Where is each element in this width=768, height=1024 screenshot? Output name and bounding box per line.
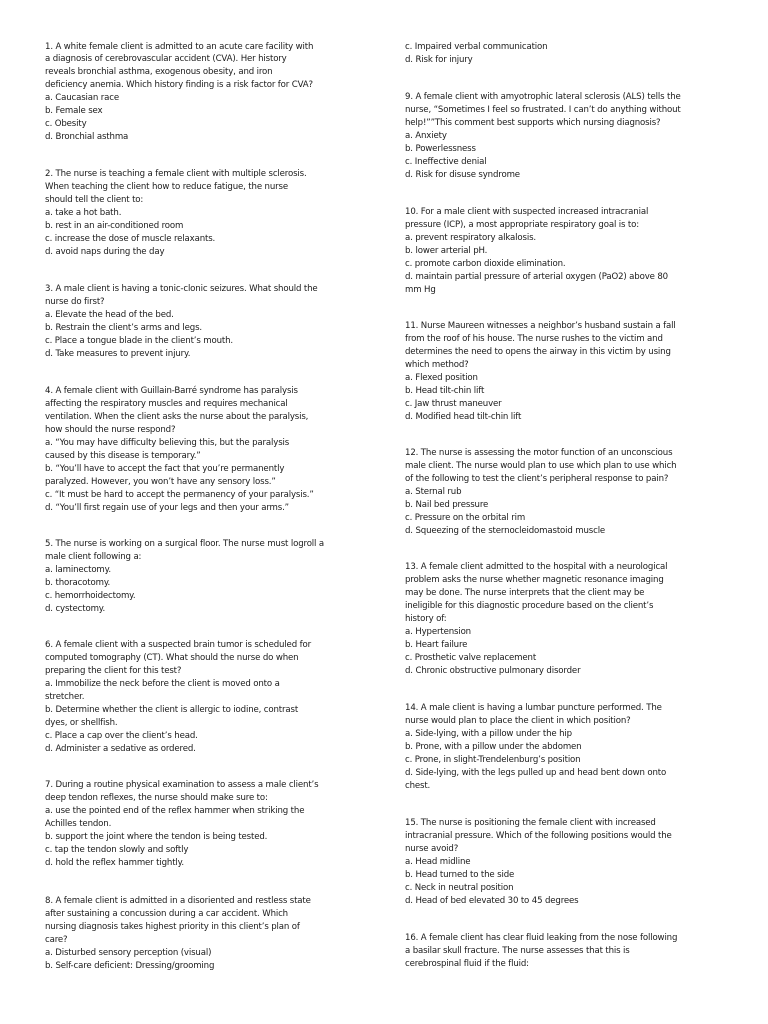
text-line: 10. For a male client with suspected increased intracranial (405, 207, 649, 217)
text-line: pressure (ICP), a most appropriate respiratory goal is to: (405, 220, 639, 230)
text-line: d. Administer a sedative as ordered. (45, 744, 196, 754)
text-line: 4. A female client with Guillain-Barré syndrome has paralysis (45, 386, 298, 396)
text-line: deficiency anemia. Which history finding is a risk factor for CVA? (45, 80, 313, 90)
text-line: b. rest in an air-conditioned room (45, 221, 184, 231)
text-line: c. “It must be hard to accept the permanency of your paralysis.” (45, 490, 314, 500)
text-line: dyes, or shellfish. (45, 718, 118, 728)
text-line: a. Sternal rub (405, 487, 462, 497)
text-line: intracranial pressure. Which of the following positions would the (405, 831, 672, 841)
text-line: When teaching the client how to reduce fatigue, the nurse (45, 182, 288, 192)
text-line: help!””This comment best supports which nursing diagnosis? (405, 118, 661, 128)
text-line: Achilles tendon. (45, 819, 112, 829)
text-line: d. hold the reflex hammer tightly. (45, 858, 184, 868)
text-line: 11. Nurse Maureen witnesses a neighbor’s husband sustain a fall (405, 321, 676, 331)
text-line: b. Prone, with a pillow under the abdomen (405, 742, 582, 752)
text-line: problem asks the nurse whether magnetic resonance imaging (405, 575, 664, 585)
text-line: b. lower arterial pH. (405, 246, 488, 256)
text-line: c. Impaired verbal communication (405, 42, 548, 52)
text-line: c. Jaw thrust maneuver (405, 399, 502, 409)
text-line: 13. A female client admitted to the hospital with a neurological (405, 562, 668, 572)
text-line: nurse, “Sometimes I feel so frustrated. I can’t do anything without (405, 105, 681, 115)
text-line: preparing the client for this test? (45, 666, 182, 676)
text-line: male client following a: (45, 552, 142, 562)
text-line: may be done. The nurse interprets that the client may be (405, 588, 645, 598)
text-line: nursing diagnosis takes highest priority in this client’s plan of (45, 922, 300, 932)
text-line: b. Powerlessness (405, 144, 476, 154)
text-line: a. take a hot bath. (45, 208, 122, 218)
text-line: 14. A male client is having a lumbar puncture performed. The (405, 703, 662, 713)
text-line: nurse do first? (45, 297, 105, 307)
text-line: nurse would plan to place the client in which position? (405, 716, 631, 726)
text-line: cerebrospinal fluid if the fluid: (405, 959, 529, 969)
text-line: d. Side-lying, with the legs pulled up and head bent down onto (405, 768, 667, 778)
text-line: d. “You’ll first regain use of your legs and then your arms.” (45, 503, 289, 513)
text-line: c. increase the dose of muscle relaxants. (45, 234, 216, 244)
text-line: b. support the joint where the tendon is being tested. (45, 832, 268, 842)
text-line: a. Immobilize the neck before the client is moved onto a (45, 679, 280, 689)
text-line: c. Pressure on the orbital rim (405, 513, 526, 523)
text-line: c. hemorrhoidectomy. (45, 591, 136, 601)
text-line: c. Obesity (45, 119, 87, 129)
text-line: of the following to test the client’s peripheral response to pain? (405, 474, 669, 484)
text-line: d. cystectomy. (45, 604, 106, 614)
text-line: 6. A female client with a suspected brain tumor is scheduled for (45, 640, 311, 650)
text-line: b. “You’ll have to accept the fact that you’re permanently (45, 464, 285, 474)
text-line: a. Head midline (405, 857, 471, 867)
text-line: care? (45, 935, 68, 945)
text-line: a. Elevate the head of the bed. (45, 310, 174, 320)
text-line: stretcher. (45, 692, 85, 702)
text-line: d. maintain partial pressure of arterial oxygen (PaO2) above 80 (405, 272, 669, 282)
text-line: d. Risk for disuse syndrome (405, 170, 520, 180)
text-line: c. Ineffective denial (405, 157, 487, 167)
text-line: b. Head tilt-chin lift (405, 386, 485, 396)
text-line: 1. A white female client is admitted to an acute care facility with (45, 42, 314, 52)
text-line: 2. The nurse is teaching a female client with multiple sclerosis. (45, 169, 307, 179)
text-line: b. Restrain the client’s arms and legs. (45, 323, 202, 333)
text-line: d. Take measures to prevent injury. (45, 349, 191, 359)
text-line: computed tomography (CT). What should the nurse do when (45, 653, 299, 663)
text-line: c. promote carbon dioxide elimination. (405, 259, 566, 269)
text-line: 12. The nurse is assessing the motor function of an unconscious (405, 448, 673, 458)
text-line: a. Disturbed sensory perception (visual) (45, 948, 212, 958)
text-line: how should the nurse respond? (45, 425, 176, 435)
text-line: d. Risk for injury (405, 55, 473, 65)
text-line: nurse avoid? (405, 844, 459, 854)
text-line: b. thoracotomy. (45, 578, 111, 588)
text-line: c. tap the tendon slowly and softly (45, 845, 189, 855)
text-line: c. Prosthetic valve replacement (405, 653, 537, 663)
text-line: reveals bronchial asthma, exogenous obesity, and iron (45, 67, 273, 77)
text-line: 5. The nurse is working on a surgical floor. The nurse must logroll a (45, 539, 324, 549)
text-line: caused by this disease is temporary.” (45, 451, 201, 461)
text-line: ineligible for this diagnostic procedure based on the client’s (405, 601, 654, 611)
text-line: 8. A female client is admitted in a disoriented and restless state (45, 896, 311, 906)
text-line: should tell the client to: (45, 195, 144, 205)
text-line: d. avoid naps during the day (45, 247, 165, 257)
text-line: chest. (405, 781, 431, 791)
text-line: 16. A female client has clear fluid leaking from the nose following (405, 933, 678, 943)
text-line: from the roof of his house. The nurse rushes to the victim and (405, 334, 663, 344)
text-line: b. Nail bed pressure (405, 500, 489, 510)
text-line: a. Side-lying, with a pillow under the hip (405, 729, 572, 739)
text-line: a. Flexed position (405, 373, 478, 383)
text-line: after sustaining a concussion during a car accident. Which (45, 909, 288, 919)
text-line: paralyzed. However, you won’t have any sensory loss.” (45, 477, 276, 487)
text-line: a basilar skull fracture. The nurse assesses that this is (405, 946, 630, 956)
text-line: affecting the respiratory muscles and requires mechanical (45, 399, 288, 409)
text-line: b. Determine whether the client is allergic to iodine, contrast (45, 705, 299, 715)
text-line: 7. During a routine physical examination to assess a male client’s (45, 780, 319, 790)
text-line: d. Modified head tilt-chin lift (405, 412, 522, 422)
text-line: determines the need to opens the airway in this victim by using (405, 347, 671, 357)
text-line: b. Head turned to the side (405, 870, 515, 880)
text-line: d. Head of bed elevated 30 to 45 degrees (405, 896, 579, 906)
text-line: b. Self-care deficient: Dressing/grooming (45, 961, 215, 971)
text-line: 9. A female client with amyotrophic lateral sclerosis (ALS) tells the (405, 92, 681, 102)
text-line: a. “You may have difficulty believing this, but the paralysis (45, 438, 290, 448)
text-line: c. Prone, in slight-Trendelenburg’s position (405, 755, 581, 765)
text-line: ventilation. When the client asks the nurse about the paralysis, (45, 412, 309, 422)
text-line: a. Caucasian race (45, 93, 120, 103)
text-line: c. Place a tongue blade in the client’s mouth. (45, 336, 234, 346)
text-line: c. Place a cap over the client’s head. (45, 731, 198, 741)
text-line: d. Bronchial asthma (45, 132, 129, 142)
text-line: d. Chronic obstructive pulmonary disorder (405, 666, 581, 676)
text-line: a diagnosis of cerebrovascular accident (CVA). Her history (45, 54, 287, 64)
text-line: a. Anxiety (405, 131, 447, 141)
text-line: history of: (405, 614, 447, 624)
text-line: mm Hg (405, 285, 436, 295)
text-line: which method? (405, 360, 469, 370)
text-line: b. Heart failure (405, 640, 468, 650)
text-line: a. laminectomy. (45, 565, 111, 575)
text-line: male client. The nurse would plan to use which plan to use which (405, 461, 677, 471)
text-line: a. Hypertension (405, 627, 471, 637)
text-line: c. Neck in neutral position (405, 883, 514, 893)
text-line: a. prevent respiratory alkalosis. (405, 233, 536, 243)
text-line: a. use the pointed end of the reflex hammer when striking the (45, 806, 305, 816)
text-line: 3. A male client is having a tonic-clonic seizures. What should the (45, 284, 318, 294)
text-line: d. Squeezing of the sternocleidomastoid muscle (405, 526, 606, 536)
text-line: 15. The nurse is positioning the female client with increased (405, 818, 656, 828)
text-line: deep tendon reflexes, the nurse should make sure to: (45, 793, 268, 803)
text-line: b. Female sex (45, 106, 103, 116)
